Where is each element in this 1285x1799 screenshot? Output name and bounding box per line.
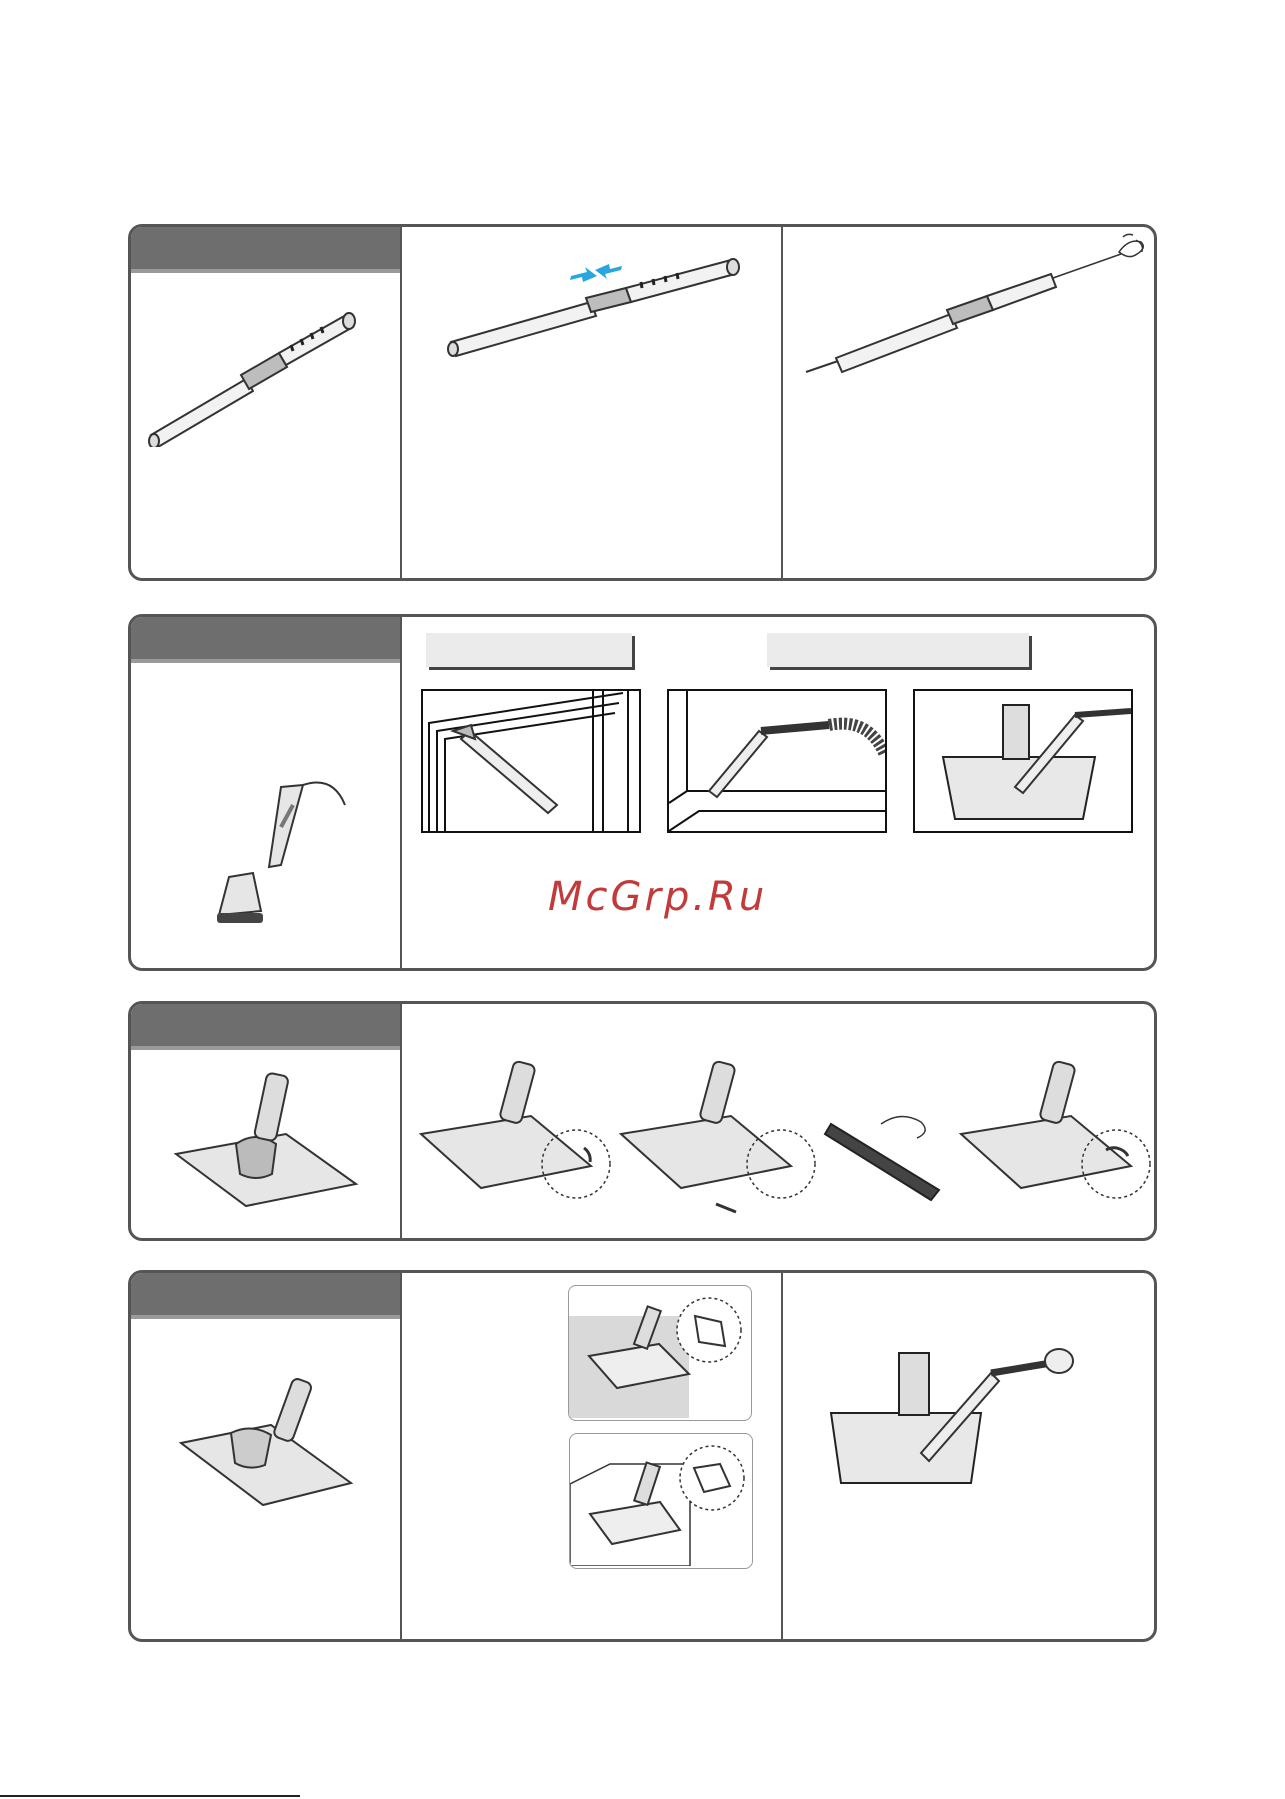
telescopic-pipe-icon (141, 287, 391, 447)
nozzle-storage-icon (821, 1333, 1111, 1503)
footer-mark (0, 1795, 300, 1799)
watermark-text: McGrp.Ru (548, 874, 768, 920)
section-telescopic-pipe (128, 224, 1157, 581)
dusting-brush-icon (209, 867, 279, 937)
carpet-mode-icon (568, 1285, 752, 1421)
column-divider (400, 1273, 402, 1639)
section-floor-nozzle (128, 1270, 1157, 1642)
pipe-adjust-icon (431, 242, 761, 362)
column-divider (781, 1273, 783, 1639)
section-tab-header (131, 1273, 401, 1319)
floor-nozzle-icon (171, 1373, 361, 1523)
label-bar-right (767, 633, 1029, 667)
pipe-clean-icon (801, 232, 1151, 382)
window-frame-icon (421, 689, 641, 833)
turbo-remove-icon (616, 1054, 816, 1234)
turbo-close-icon (956, 1054, 1156, 1224)
column-divider (400, 1004, 402, 1238)
section-turbo-brush (128, 1001, 1157, 1241)
column-divider (400, 617, 402, 968)
column-divider (781, 227, 783, 578)
brush-storage-icon (913, 689, 1133, 833)
wall-corner-icon (667, 689, 887, 833)
section-tab-header (131, 1004, 401, 1050)
label-bar-left (426, 633, 632, 667)
hard-floor-mode-icon (569, 1433, 753, 1569)
turbo-brush-icon (166, 1064, 366, 1224)
section-tab-header (131, 617, 401, 663)
column-divider (400, 227, 402, 578)
crevice-tool-icon (241, 767, 351, 877)
turbo-open-icon (416, 1054, 616, 1224)
turbo-clean-icon (821, 1104, 951, 1204)
section-tab-header (131, 227, 401, 273)
